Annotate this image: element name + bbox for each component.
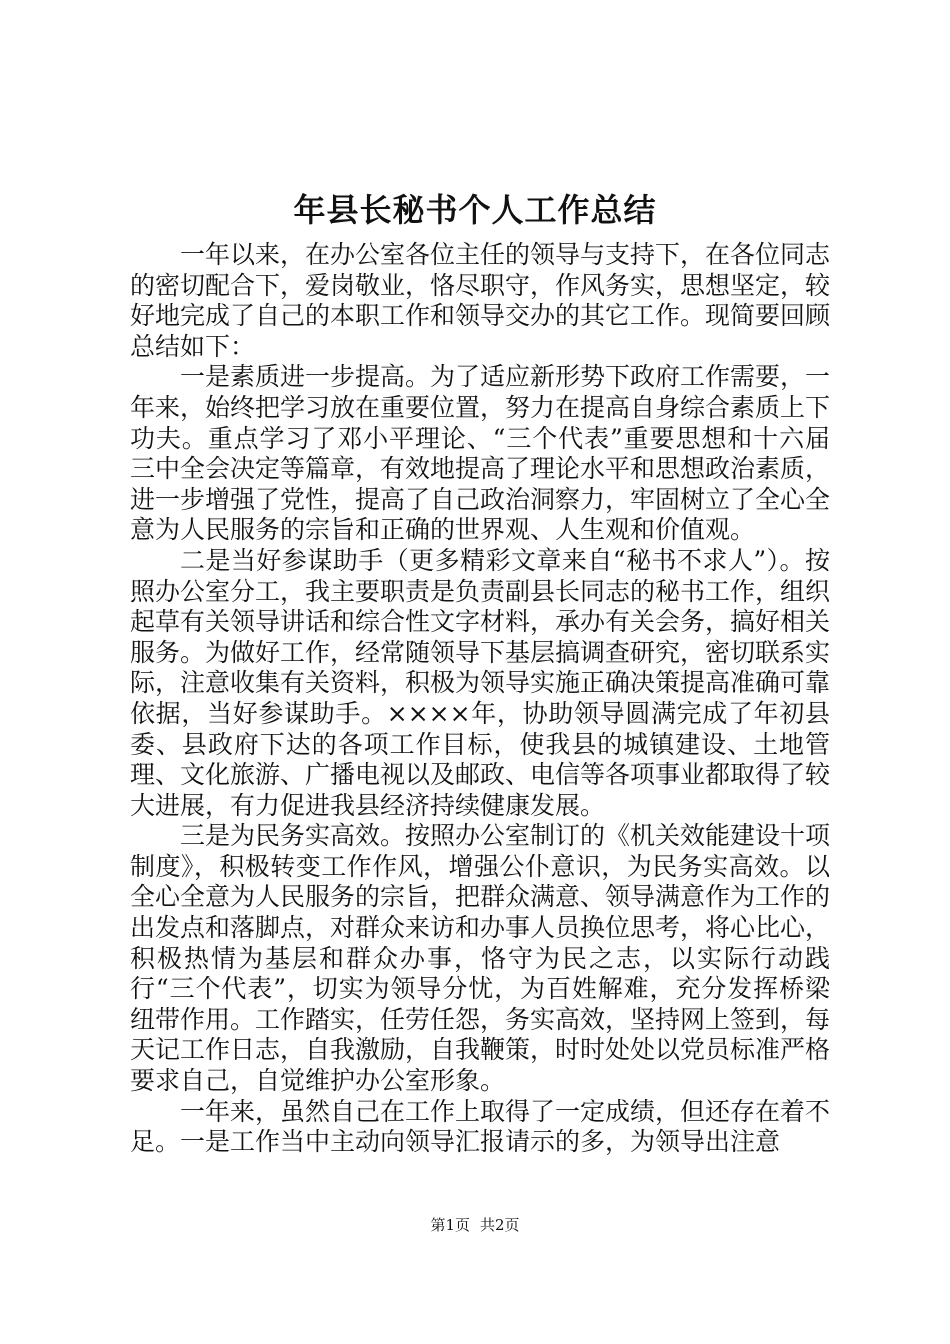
page-total: 共2页: [480, 1216, 520, 1234]
document-title: 年县长秘书个人工作总结: [293, 191, 657, 229]
document-body: [130, 240, 830, 1158]
paragraph-shortcomings: 一年来，虽然自己在工作上取得了一定成绩，但还存在着不足。一是工作当中主动向领导汇报请示的多，为领导出注意: [130, 1096, 831, 1157]
paragraph-quality: 一是素质进一步提高。为了适应新形势下政府工作需要，一年来，始终把学习放在重要位置，努力在提高自身综合素质上下功夫。重点学习了邓小平理论、“三个代表”重要思想和十六届三中全会决定等篇章，有效地提高了理论水平和思想政治素质，进一步增强了党性，提高了自己政治洞察力，牢固树立了全心全意为人民服务的宗旨和正确的世界观、人生观和价值观。: [130, 362, 831, 545]
paragraph-service: 三是为民务实高效。按照办公室制订的《机关效能建设十项制度》，积极转变工作作风，增强公仆意识，为民务实高效。以全心全意为人民服务的宗旨，把群众满意、领导满意作为工作的出发点和落脚点，对群众来访和办事人员换位思考，将心比心，积极热情为基层和群众办事，恪守为民之志，以实际行动践行“三个代表”，切实为领导分忧，为百姓解难，充分发挥桥梁纽带作用。工作踏实，任劳任怨，务实高效，坚持网上签到，每天记工作日志，自我激励，自我鞭策，时时处处以党员标准严格要求自己，自觉维护办公室形象。: [130, 821, 831, 1096]
page-footer: [0, 1215, 950, 1235]
paragraph-advisor: 二是当好参谋助手（更多精彩文章来自“秘书不求人”）。按照办公室分工，我主要职责是负责副县长同志的秘书工作，组织起草有关领导讲话和综合性文字材料，承办有关会务，搞好相关服务。为做好工作，经常随领导下基层搞调查研究，密切联系实际，注意收集有关资料，积极为领导实施正确决策提高准确可靠依据，当好参谋助手。××××年，协助领导圆满完成了年初县委、县政府下达的各项工作目标，使我县的城镇建设、土地管理、文化旅游、广播电视以及邮政、电信等各项事业都取得了较大进展，有力促进我县经济持续健康发展。: [130, 545, 831, 820]
page-number: 第1页: [430, 1216, 470, 1234]
paragraph-intro: 一年以来，在办公室各位主任的领导与支持下，在各位同志的密切配合下，爱岗敬业，恪尽职守，作风务实，思想坚定，较好地完成了自己的本职工作和领导交办的其它工作。现简要回顾总结如下：: [130, 240, 831, 361]
